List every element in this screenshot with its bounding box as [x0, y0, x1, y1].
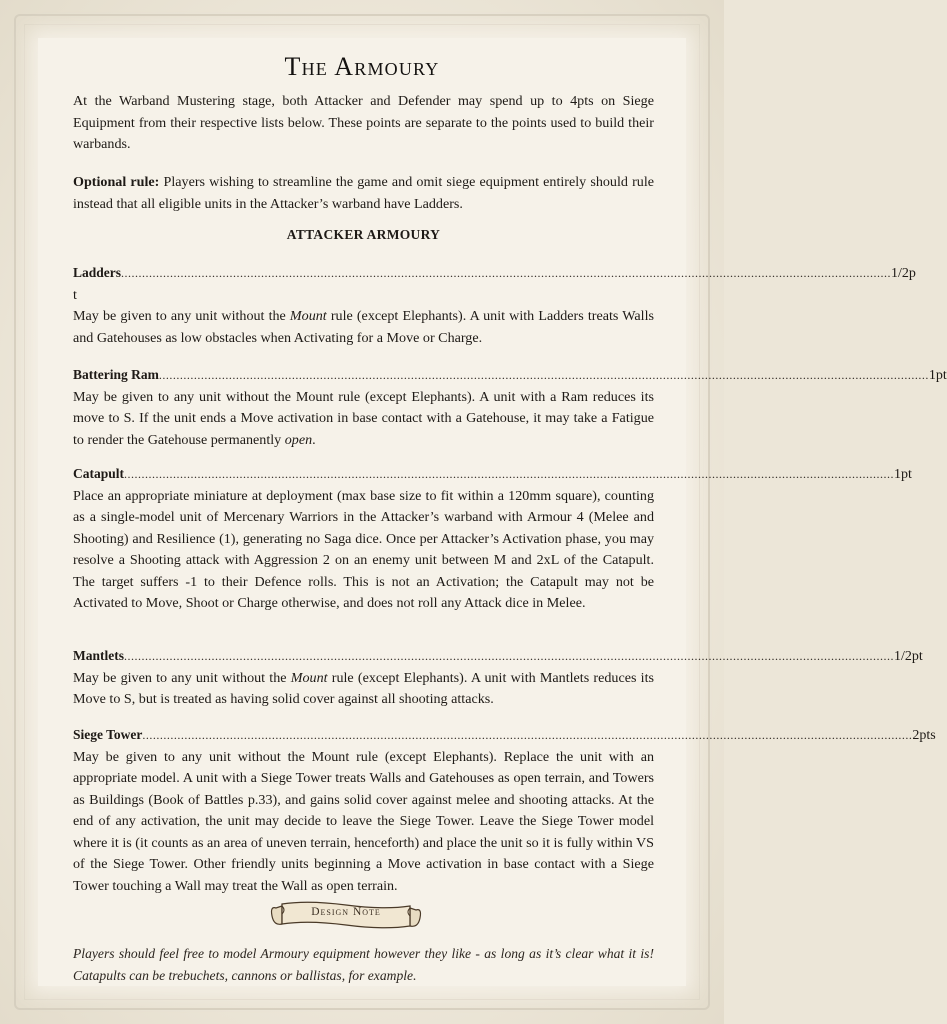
desc-text: rule (except Elephants). A unit with Ladders treats Walls and Gatehouses as low obstacles when Activating for a Move or Charge.	[73, 308, 654, 346]
entry-name: Battering Ram	[73, 367, 159, 382]
entry-name: Mantlets	[73, 648, 124, 663]
entry-header	[73, 364, 947, 387]
entry-mantlets	[73, 645, 923, 711]
leader-dots: ............................................................................................................................................................................................................................	[158, 368, 929, 382]
section-heading: ATTACKER ARMOURY	[286, 227, 441, 242]
entry-ladders	[73, 262, 916, 349]
entry-name: Catapult	[73, 466, 125, 481]
entry-header	[73, 724, 936, 747]
optional-rule-text: Players wishing to streamline the game and omit siege equipment entirely should rule instead that all eligible units in the Attacker’s warband have Ladders.	[73, 174, 654, 212]
entry-description	[73, 306, 654, 349]
entry-description	[73, 668, 654, 711]
desc-text: May be given to any unit without the Mount rule (except Elephants). A unit with a Ram reduces its move to S. If the unit ends a Move activation in base contact with a Gatehouse, it may take a Fatigue to render the Gatehouse permanently	[73, 388, 654, 448]
entry-battering-ram	[73, 364, 947, 451]
desc-text: .	[312, 431, 316, 448]
entry-cost: 2pts	[912, 728, 936, 743]
entry-description: Place an appropriate miniature at deployment (max base size to fit within a 120mm square), counting as a single-model unit of Mercenary Warriors in the Attacker’s warband with Armour 4 (Melee and Shooting) and Resilience (1), generating no Saga dice. Once per Attacker’s Activation phase, you may resolve a Shooting attack with Aggression 2 on an enemy unit between M and 2xL of the Catapult. The target suffers -1 to their Defence rolls. This is not an Activation; the Catapult may not be Activated to Move, Shoot or Charge otherwise, and does not roll any Attack dice in Melee.	[73, 487, 654, 611]
desc-emphasis: Mount	[289, 308, 327, 324]
entry-cost-wrap: t	[73, 286, 77, 303]
desc-emphasis: Mount	[290, 669, 328, 686]
entry-description	[73, 387, 654, 452]
leader-dots: ............................................................................................................................................................................................................................	[142, 728, 913, 742]
desc-text: rule (except Elephants). A unit with Mantlets reduces its Move to S, but is treated as having solid cover against all shooting attacks.	[73, 669, 654, 707]
entry-header	[73, 262, 916, 285]
design-note-text: Players should feel free to model Armoury equipment however they like - as long as it’s clear what it is! Catapults can be trebuchets, cannons or ballistas, for example.	[73, 946, 654, 983]
design-note-label: Design Note	[311, 906, 381, 918]
entry-name: Siege Tower	[73, 727, 143, 742]
optional-rule-paragraph	[73, 172, 654, 215]
desc-text: May be given to any unit without the	[73, 308, 290, 324]
page-title: The Armoury	[284, 52, 440, 81]
entry-cost: 1pt	[894, 467, 912, 482]
leader-dots: ............................................................................................................................................................................................................................	[121, 266, 892, 280]
desc-text: May be given to any unit without the	[73, 669, 291, 686]
entry-cost: 1pt	[928, 368, 947, 383]
entry-catapult	[73, 463, 912, 615]
optional-rule-label: Optional rule:	[73, 174, 160, 190]
entry-siege-tower	[73, 724, 936, 897]
leader-dots: ............................................................................................................................................................................................................................	[124, 649, 894, 663]
desc-emphasis: open	[284, 431, 313, 448]
entry-header	[73, 463, 912, 486]
entry-name: Ladders	[73, 265, 122, 280]
entry-cost: 1/2p	[891, 266, 916, 281]
leader-dots: ............................................................................................................................................................................................................................	[124, 467, 895, 481]
intro-paragraph: At the Warband Mustering stage, both Attacker and Defender may spend up to 4pts on Siege Equipment from their respective lists below. These points are separate to the points used to build their warbands.	[73, 93, 654, 152]
design-note-banner	[268, 896, 424, 936]
entry-header	[73, 645, 923, 668]
entry-description: May be given to any unit without the Mount rule (except Elephants). Replace the unit with an appropriate model. A unit with a Siege Tower treats Walls and Gatehouses as open terrain, and Towers as Buildings (Book of Battles p.33), and gains solid cover against melee and shooting attacks. At the end of any activation, the unit may decide to leave the Siege Tower. Leave the Siege Tower model where it is (it counts as an area of uneven terrain, henceforth) and place the unit so it is fully within VS of the Siege Tower. Other friendly units beginning a Move activation in base contact with a Siege Tower touching a Wall may treat the Wall as open terrain.	[73, 748, 654, 894]
entry-cost: 1/2pt	[894, 649, 923, 664]
